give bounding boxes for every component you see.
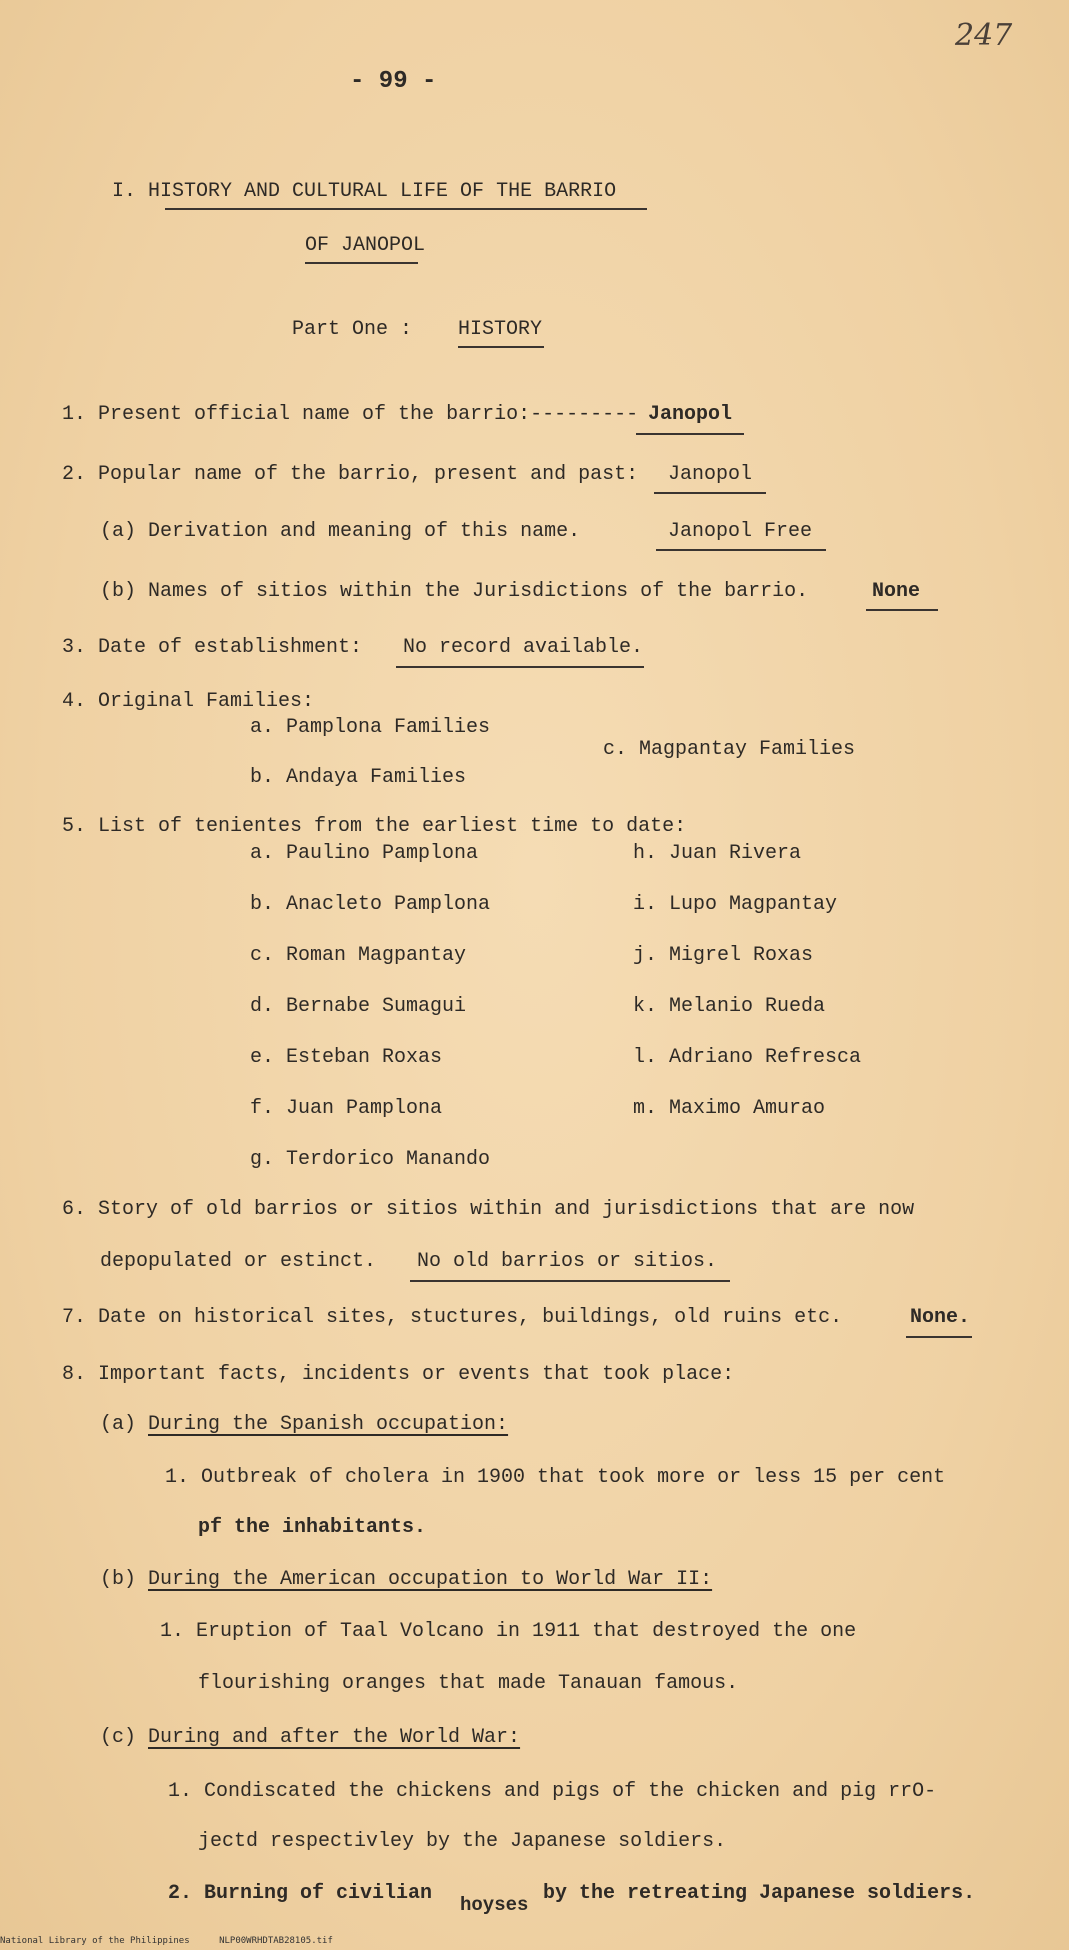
item-8b-title: During the American occupation to World War II: bbox=[148, 1568, 713, 1591]
family-b: b. Andaya Families bbox=[250, 766, 467, 789]
item-2-answer: Janopol bbox=[668, 463, 753, 486]
item-8c-2-sub: hoyses bbox=[460, 1894, 529, 1916]
item-2a-question: (a) Derivation and meaning of this name. bbox=[100, 520, 581, 543]
heading-line2-underline bbox=[305, 262, 418, 264]
item-8-question: 8. Important facts, incidents or events that took place: bbox=[62, 1363, 735, 1386]
item-8c-1: 1. Condiscated the chickens and pigs of the chicken and pig rrO- bbox=[168, 1780, 937, 1803]
item-8b-label: (b) bbox=[100, 1568, 137, 1591]
item-3-answer-underline bbox=[396, 666, 644, 668]
teniente-list-item: j. Migrel Roxas bbox=[633, 944, 814, 967]
item-6-answer-underline bbox=[410, 1280, 730, 1282]
item-7-answer: None. bbox=[910, 1306, 971, 1329]
part-title: HISTORY bbox=[458, 318, 543, 341]
item-6-answer: No old barrios or sitios. bbox=[417, 1250, 718, 1273]
teniente-list-item: a. Paulino Pamplona bbox=[250, 842, 479, 865]
item-2b-answer: None bbox=[872, 580, 921, 603]
item-7-question: 7. Date on historical sites, stuctures, buildings, old ruins etc. bbox=[62, 1306, 843, 1329]
teniente-list-item: g. Terdorico Manando bbox=[250, 1148, 491, 1171]
item-8c-2: 2. Burning of civilian bbox=[168, 1882, 433, 1905]
item-8a-1: 1. Outbreak of cholera in 1900 that took more or less 15 per cent bbox=[165, 1466, 946, 1489]
item-8a-title: During the Spanish occupation: bbox=[148, 1413, 509, 1436]
item-1-question: 1. Present official name of the barrio:--------- bbox=[62, 403, 639, 426]
section-heading: I. HISTORY AND CULTURAL LIFE OF THE BARRIO bbox=[112, 180, 617, 203]
file-name: NLP00WRHDTAB28105.tif bbox=[219, 1936, 333, 1946]
teniente-list-item: k. Melanio Rueda bbox=[633, 995, 826, 1018]
item-8a-label: (a) bbox=[100, 1413, 137, 1436]
part-label: Part One : bbox=[292, 318, 413, 341]
teniente-list-item: h. Juan Rivera bbox=[633, 842, 802, 865]
item-5-question: 5. List of tenientes from the earliest time to date: bbox=[62, 815, 687, 838]
teniente-list-item: c. Roman Magpantay bbox=[250, 944, 467, 967]
teniente-list-item: l. Adriano Refresca bbox=[633, 1046, 862, 1069]
teniente-list-item: d. Bernabe Sumagui bbox=[250, 995, 467, 1018]
item-4-question: 4. Original Families: bbox=[62, 690, 315, 713]
library-credit: National Library of the Philippines bbox=[0, 1936, 190, 1946]
item-6-question: 6. Story of old barrios or sitios within and jurisdictions that are now bbox=[62, 1198, 915, 1221]
item-8c-label: (c) bbox=[100, 1726, 137, 1749]
item-2a-answer-underline bbox=[656, 549, 826, 551]
item-2a-answer: Janopol Free bbox=[668, 520, 813, 543]
teniente-list-item: i. Lupo Magpantay bbox=[633, 893, 838, 916]
heading-underline bbox=[165, 208, 647, 210]
item-2b-question: (b) Names of sitios within the Jurisdictions of the barrio. bbox=[100, 580, 809, 603]
section-heading-line2: OF JANOPOL bbox=[305, 234, 426, 257]
item-1-answer-underline bbox=[636, 433, 744, 435]
item-8c-2-cont: by the retreating Japanese soldiers. bbox=[543, 1882, 976, 1905]
item-8b-1-cont: flourishing oranges that made Tanauan famous. bbox=[198, 1672, 739, 1695]
item-2b-answer-underline bbox=[866, 609, 938, 611]
page-number: - 99 - bbox=[350, 68, 437, 95]
item-3-answer: No record available. bbox=[403, 636, 644, 659]
item-6-question-cont: depopulated or estinct. bbox=[100, 1250, 377, 1273]
teniente-list-item: b. Anacleto Pamplona bbox=[250, 893, 491, 916]
item-3-question: 3. Date of establishment: bbox=[62, 636, 363, 659]
family-c: c. Magpantay Families bbox=[603, 738, 856, 761]
item-1-answer: Janopol bbox=[648, 403, 733, 426]
part-title-underline bbox=[458, 346, 544, 348]
item-2-answer-underline bbox=[654, 492, 766, 494]
item-8c-title: During and after the World War: bbox=[148, 1726, 521, 1749]
teniente-list-item: e. Esteban Roxas bbox=[250, 1046, 443, 1069]
item-7-answer-underline bbox=[906, 1336, 972, 1338]
handwritten-page-number: 247 bbox=[955, 18, 1013, 53]
teniente-list-item: f. Juan Pamplona bbox=[250, 1097, 443, 1120]
scan-footer bbox=[0, 1936, 357, 1946]
item-2-question: 2. Popular name of the barrio, present and past: bbox=[62, 463, 639, 486]
item-8b-1: 1. Eruption of Taal Volcano in 1911 that destroyed the one bbox=[160, 1620, 857, 1643]
family-a: a. Pamplona Families bbox=[250, 716, 491, 739]
item-8c-1-cont: jectd respectivley by the Japanese soldiers. bbox=[198, 1830, 727, 1853]
teniente-list-item: m. Maximo Amurao bbox=[633, 1097, 826, 1120]
item-8a-1-cont: pf the inhabitants. bbox=[198, 1516, 427, 1539]
